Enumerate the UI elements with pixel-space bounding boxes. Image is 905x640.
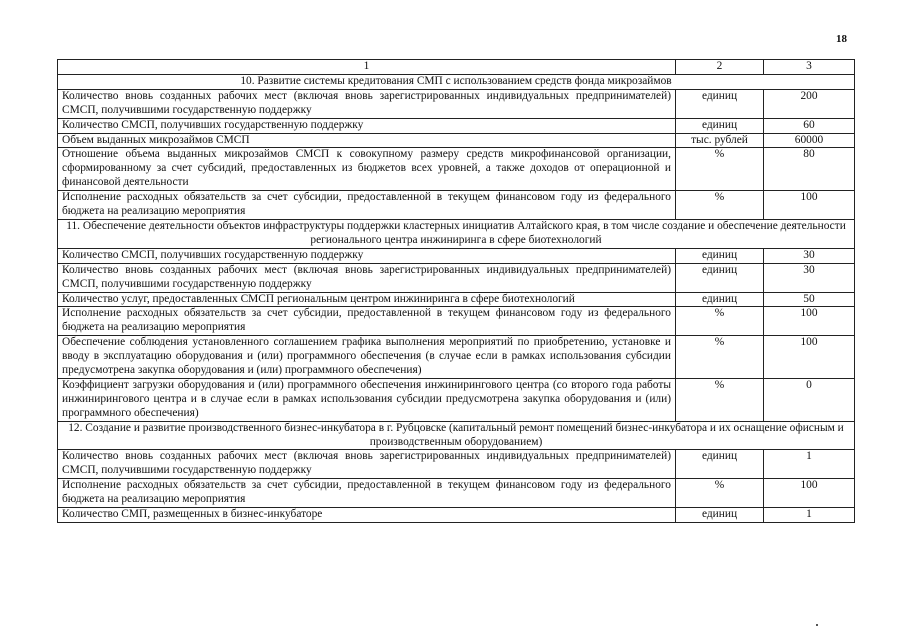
- table-row: [58, 479, 855, 508]
- value-cell: 0: [764, 378, 855, 421]
- table-row: [58, 263, 855, 292]
- unit-cell: единиц: [676, 118, 764, 133]
- unit-cell: %: [676, 336, 764, 379]
- section-row: [58, 219, 855, 248]
- value-cell: 100: [764, 191, 855, 220]
- indicator-cell: Количество СМП, размещенных в бизнес-инкубаторе: [58, 508, 676, 523]
- indicator-cell: Количество вновь созданных рабочих мест (включая вновь зарегистрированных индивидуальных предпринимателей) СМСП, получившими государственную поддержку: [58, 450, 676, 479]
- value-cell: 30: [764, 248, 855, 263]
- indicators-table: [57, 59, 855, 523]
- table-row: [58, 508, 855, 523]
- unit-cell: единиц: [676, 89, 764, 118]
- value-cell: 1: [764, 450, 855, 479]
- value-cell: 100: [764, 307, 855, 336]
- unit-cell: единиц: [676, 248, 764, 263]
- scan-mark: [816, 624, 818, 626]
- table-row: [58, 133, 855, 148]
- indicator-cell: Количество вновь созданных рабочих мест (включая вновь зарегистрированных индивидуальных предпринимателей) СМСП, получившими государственную поддержку: [58, 263, 676, 292]
- value-cell: 50: [764, 292, 855, 307]
- unit-cell: тыс. рублей: [676, 133, 764, 148]
- indicator-cell: Количество услуг, предоставленных СМСП региональным центром инжиниринга в сфере биотехнологий: [58, 292, 676, 307]
- table-row: [58, 118, 855, 133]
- unit-cell: единиц: [676, 450, 764, 479]
- table-row: [58, 89, 855, 118]
- table-row: [58, 148, 855, 191]
- indicator-cell: Исполнение расходных обязательств за счет субсидии, предоставленной в текущем финансовом году из федерального бюджета на реализацию мероприятия: [58, 479, 676, 508]
- indicator-cell: Обеспечение соблюдения установленного соглашением графика выполнения мероприятий по приобретению, установке и вводу в эксплуатацию оборудования и (или) программного обеспечения (в случае если в рамках использования субсидии предусмотрена закупка оборудования и (или) программного обеспечения): [58, 336, 676, 379]
- unit-cell: %: [676, 307, 764, 336]
- section-title: 11. Обеспечение деятельности объектов инфраструктуры поддержки кластерных инициатив Алтайского края, в том числе создание и обеспечение деятельности регионального центра инжиниринга в сфере биотехнологий: [58, 219, 855, 248]
- indicator-cell: Количество СМСП, получивших государственную поддержку: [58, 248, 676, 263]
- value-cell: 60: [764, 118, 855, 133]
- indicator-cell: Объем выданных микрозаймов СМСП: [58, 133, 676, 148]
- table-row: [58, 307, 855, 336]
- section-row: [58, 74, 855, 89]
- table-row: [58, 336, 855, 379]
- table-row: [58, 450, 855, 479]
- value-cell: 200: [764, 89, 855, 118]
- unit-cell: единиц: [676, 263, 764, 292]
- indicator-cell: Отношение объема выданных микрозаймов СМСП к совокупному размеру средств микрофинансовой организации, сформированному за счет субсидий, предоставленных из бюджетов всех уровней, а также доходов от операционной и финансовой деятельности: [58, 148, 676, 191]
- indicator-cell: Исполнение расходных обязательств за счет субсидии, предоставленной в текущем финансовом году из федерального бюджета на реализацию мероприятия: [58, 307, 676, 336]
- unit-cell: единиц: [676, 292, 764, 307]
- section-title: 12. Создание и развитие производственного бизнес-инкубатора в г. Рубцовске (капитальный ремонт помещений бизнес-инкубатора и их оснащение офисным и производственным оборудованием): [58, 421, 855, 450]
- value-cell: 80: [764, 148, 855, 191]
- indicator-cell: Коэффициент загрузки оборудования и (или) программного обеспечения инжинирингового центра (со второго года работы инжинирингового центра и в случае если в рамках использования субсидии предусмотрена закупка оборудования и (или) программного обеспечения): [58, 378, 676, 421]
- table-row: [58, 248, 855, 263]
- header-col-3: 3: [764, 60, 855, 75]
- value-cell: 1: [764, 508, 855, 523]
- section-row: [58, 421, 855, 450]
- header-col-1: 1: [58, 60, 676, 75]
- value-cell: 100: [764, 479, 855, 508]
- value-cell: 100: [764, 336, 855, 379]
- table-row: [58, 292, 855, 307]
- page-number: 18: [836, 33, 847, 45]
- table-row: [58, 378, 855, 421]
- unit-cell: %: [676, 378, 764, 421]
- value-cell: 30: [764, 263, 855, 292]
- indicator-cell: Количество СМСП, получивших государственную поддержку: [58, 118, 676, 133]
- value-cell: 60000: [764, 133, 855, 148]
- unit-cell: %: [676, 148, 764, 191]
- table-row: [58, 191, 855, 220]
- indicator-cell: Количество вновь созданных рабочих мест (включая вновь зарегистрированных индивидуальных предпринимателей) СМСП, получившими государственную поддержку: [58, 89, 676, 118]
- table-header-row: [58, 60, 855, 75]
- unit-cell: %: [676, 191, 764, 220]
- section-title: 10. Развитие системы кредитования СМП с использованием средств фонда микрозаймов: [58, 74, 855, 89]
- unit-cell: единиц: [676, 508, 764, 523]
- unit-cell: %: [676, 479, 764, 508]
- indicator-cell: Исполнение расходных обязательств за счет субсидии, предоставленной в текущем финансовом году из федерального бюджета на реализацию мероприятия: [58, 191, 676, 220]
- header-col-2: 2: [676, 60, 764, 75]
